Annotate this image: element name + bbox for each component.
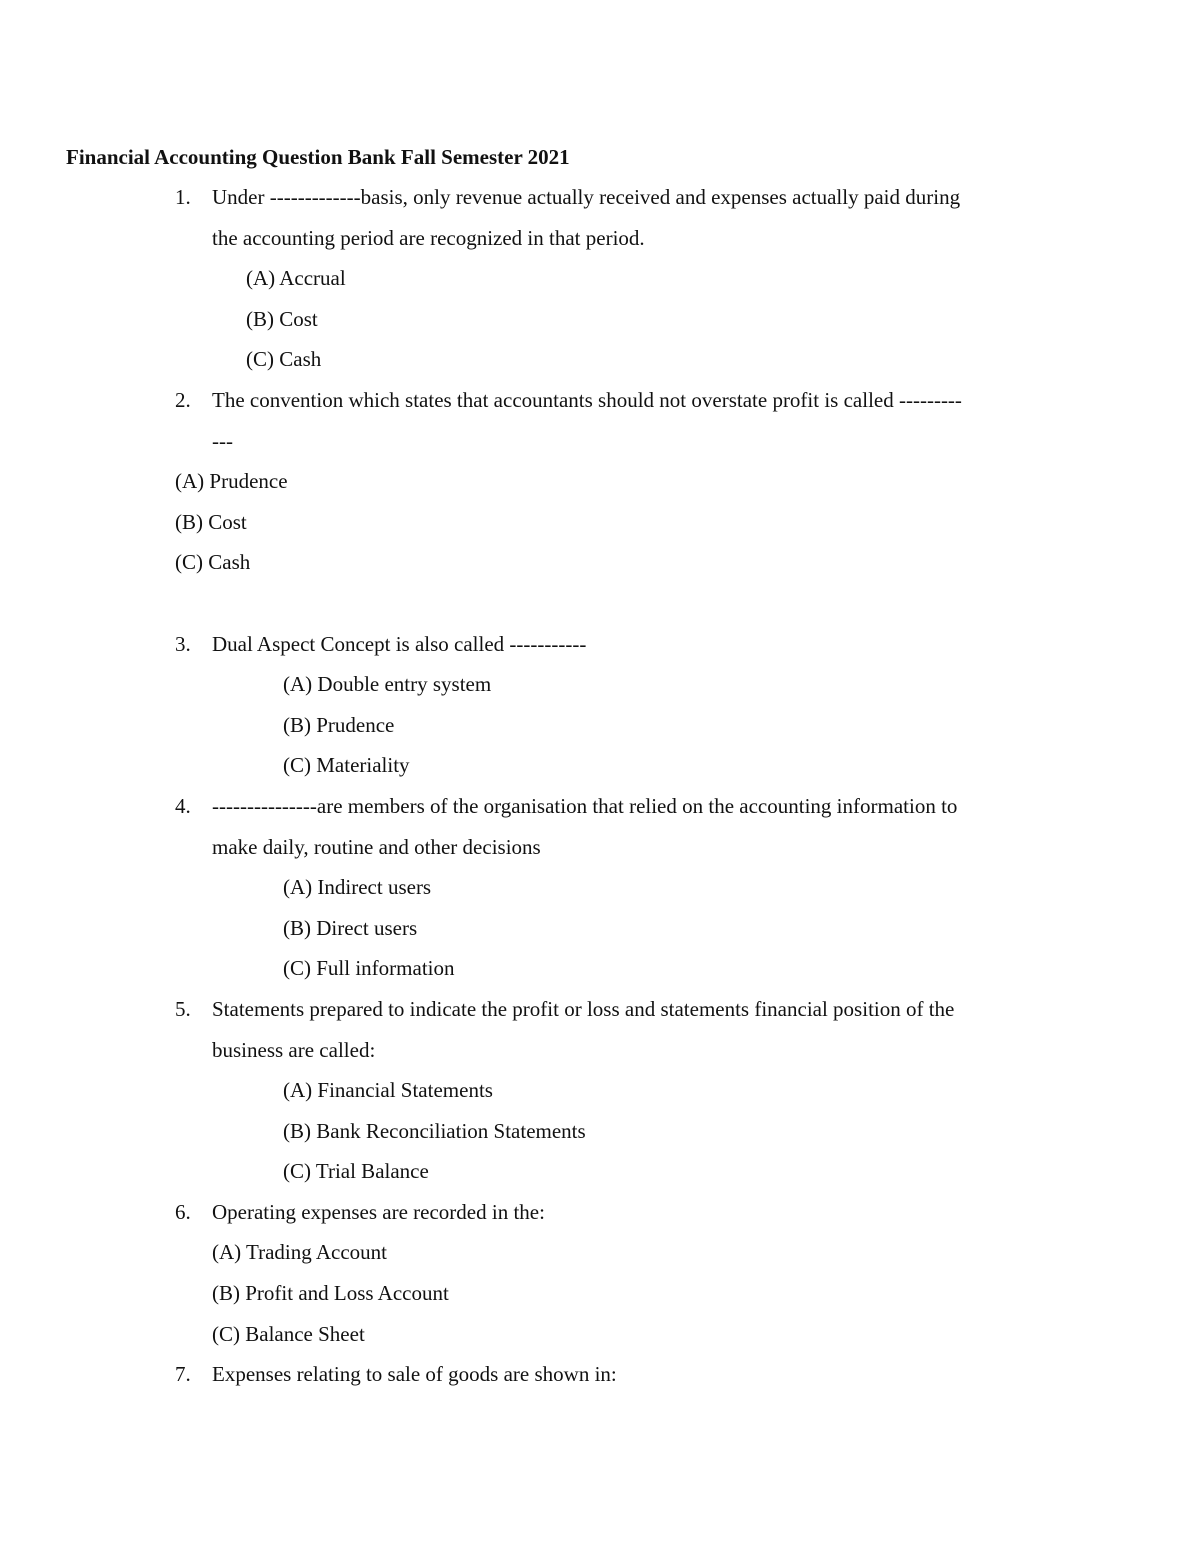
question-3-text: Dual Aspect Concept is also called ----------- — [212, 632, 587, 656]
question-3-option-a: (A) Double entry system — [283, 672, 492, 696]
question-5-option-c: (C) Trial Balance — [283, 1159, 429, 1183]
question-6-option-b: (B) Profit and Loss Account — [212, 1281, 449, 1305]
question-2-text-continued: --- — [212, 429, 233, 453]
question-4-text: ---------------are members of the organisation that relied on the accounting information to — [212, 794, 958, 818]
question-6-number: 6. — [175, 1200, 191, 1224]
question-6-option-c: (C) Balance Sheet — [212, 1322, 365, 1346]
question-6-text: Operating expenses are recorded in the: — [212, 1200, 545, 1224]
question-7-text: Expenses relating to sale of goods are shown in: — [212, 1362, 617, 1386]
question-1-option-b: (B) Cost — [246, 307, 318, 331]
question-7-number: 7. — [175, 1362, 191, 1386]
question-5-text: Statements prepared to indicate the profit or loss and statements financial position of the — [212, 997, 955, 1021]
question-6-option-a: (A) Trading Account — [212, 1240, 387, 1264]
question-5-text-continued: business are called: — [212, 1038, 376, 1062]
question-2-option-c: (C) Cash — [175, 550, 251, 574]
question-4-option-b: (B) Direct users — [283, 916, 418, 940]
question-2-text: The convention which states that accountants should not overstate profit is called --------- — [212, 388, 962, 412]
question-5-option-a: (A) Financial Statements — [283, 1078, 493, 1102]
question-5-option-b: (B) Bank Reconciliation Statements — [283, 1119, 586, 1143]
question-4-number: 4. — [175, 794, 191, 818]
question-2-number: 2. — [175, 388, 191, 412]
question-1-text-continued: the accounting period are recognized in that period. — [212, 226, 645, 250]
question-1-text: Under -------------basis, only revenue actually received and expenses actually paid during — [212, 185, 961, 209]
question-4-option-a: (A) Indirect users — [283, 875, 432, 899]
question-4-text-continued: make daily, routine and other decisions — [212, 835, 541, 859]
question-3-option-b: (B) Prudence — [283, 713, 395, 737]
question-1-option-c: (C) Cash — [246, 347, 322, 371]
question-1-option-a: (A) Accrual — [246, 266, 346, 290]
question-2-option-b: (B) Cost — [175, 510, 247, 534]
question-2-option-a: (A) Prudence — [175, 469, 288, 493]
question-3-option-c: (C) Materiality — [283, 753, 410, 777]
question-1-number: 1. — [175, 185, 191, 209]
question-5-number: 5. — [175, 997, 191, 1021]
question-3-number: 3. — [175, 632, 191, 656]
document-title: Financial Accounting Question Bank Fall Semester 2021 — [66, 145, 570, 169]
question-4-option-c: (C) Full information — [283, 956, 455, 980]
